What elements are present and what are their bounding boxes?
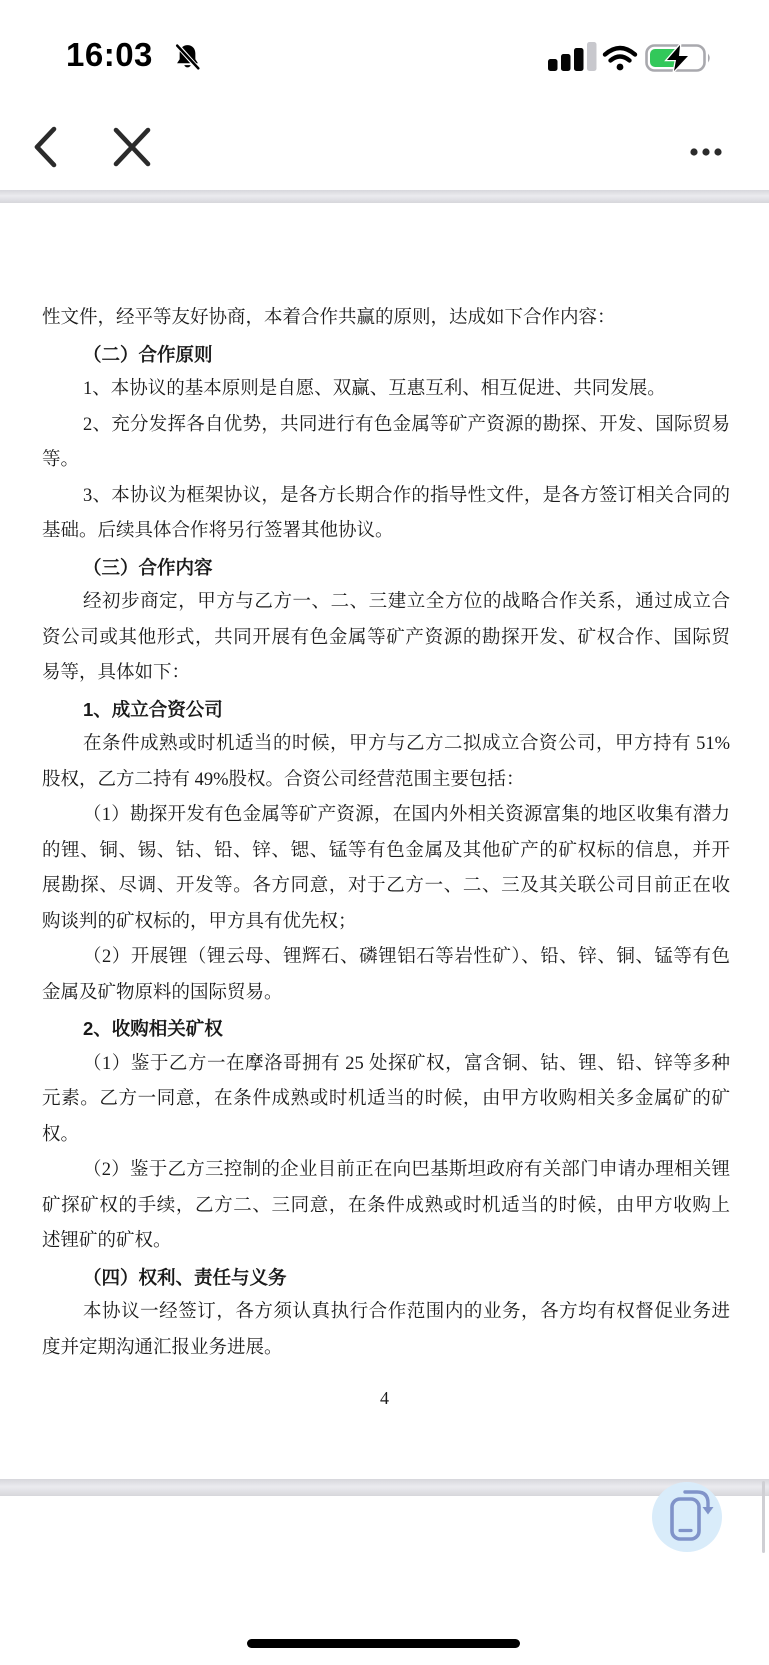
document-line: 等。	[42, 450, 80, 470]
document-line: （2）鉴于乙方三控制的企业目前正在向巴基斯坦政府有关部门申请办理相关锂	[83, 1160, 730, 1180]
document-line: 在条件成熟或时机适当的时候，甲方与乙方二拟成立合资公司，甲方持有 51%	[83, 734, 730, 754]
document-line: （1）鉴于乙方一在摩洛哥拥有 25 处探矿权，富含铜、钴、锂、铅、锌等多种	[83, 1053, 730, 1074]
page-gap-top	[0, 190, 769, 203]
document-line: 的锂、铜、锡、钴、铅、锌、锶、锰等有色金属及其他矿产的矿权标的信息，并开	[42, 840, 730, 861]
document-heading-line: （二）合作原则	[83, 343, 213, 365]
close-button[interactable]	[112, 127, 152, 172]
more-menu-button[interactable]	[689, 144, 723, 162]
document-line: 金属及矿物原料的国际贸易。	[42, 982, 283, 1003]
document-line: 3、本协议为框架协议，是各方长期合作的指导性文件，是各方签订相关合同的	[83, 485, 730, 506]
clock: 16:03	[66, 36, 153, 73]
rotate-screen-button[interactable]	[652, 1482, 722, 1552]
scroll-indicator[interactable]	[762, 1481, 765, 1553]
document-line: 述锂矿的矿权。	[42, 1231, 172, 1251]
document-heading-line: （四）权利、责任与义务	[83, 1266, 287, 1288]
document-heading-line: 2、收购相关矿权	[83, 1018, 223, 1039]
document-line: 展勘探、尽调、开发等。各方同意，对于乙方一、二、三及其关联公司目前正在收	[42, 876, 730, 896]
nav-bar	[0, 90, 769, 190]
cellular-signal-icon	[548, 41, 597, 76]
page-number: 4	[380, 1388, 389, 1408]
document-line: 资公司或其他形式，共同开展有色金属等矿产资源的勘探开发、矿权合作、国际贸	[42, 627, 730, 648]
bell-muted-icon	[172, 42, 203, 78]
document-page	[42, 301, 730, 1366]
document-line: 购谈判的矿权标的，甲方具有优先权；	[42, 911, 357, 932]
document-line: 易等，具体如下：	[42, 663, 191, 683]
battery-charging-icon	[645, 44, 713, 77]
home-indicator[interactable]	[247, 1639, 520, 1648]
status-bar	[0, 0, 769, 90]
document-line: 1、本协议的基本原则是自愿、双赢、互惠互利、相互促进、共同发展。	[83, 379, 666, 399]
document-line: 2、充分发挥各自优势，共同进行有色金属等矿产资源的勘探、开发、国际贸易	[83, 414, 730, 435]
document-line: （1）勘探开发有色金属等矿产资源，在国内外相关资源富集的地区收集有潜力	[83, 805, 730, 825]
document-line: 元素。乙方一同意，在条件成熟或时机适当的时候，由甲方收购相关多金属矿的矿	[42, 1089, 730, 1109]
document-heading-line: （三）合作内容	[83, 556, 213, 578]
document-line: （2）开展锂（锂云母、锂辉石、磷锂铝石等岩性矿）、铅、锌、铜、锰等有色	[83, 947, 730, 967]
document-line: 本协议一经签订，各方须认真执行合作范围内的业务，各方均有权督促业务进	[83, 1302, 730, 1322]
document-line: 经初步商定，甲方与乙方一、二、三建立全方位的战略合作关系，通过成立合	[83, 592, 730, 612]
document-heading-line: 1、成立合资公司	[83, 698, 223, 720]
document-line: 矿探矿权的手续，乙方二、三同意，在条件成熟或时机适当的时候，由甲方收购上	[42, 1195, 730, 1216]
wifi-icon	[602, 45, 638, 76]
document-line: 基础。后续具体合作将另行签署其他协议。	[42, 521, 394, 541]
document-line: 度并定期沟通汇报业务进展。	[42, 1337, 283, 1358]
rotate-phone-icon	[652, 1539, 722, 1556]
document-line: 股权，乙方二持有 49%股权。合资公司经营范围主要包括：	[42, 769, 525, 790]
document-line: 性文件，经平等友好协商，本着合作共赢的原则，达成如下合作内容：	[42, 308, 616, 328]
back-button[interactable]	[32, 126, 58, 173]
document-line: 权。	[42, 1124, 80, 1145]
